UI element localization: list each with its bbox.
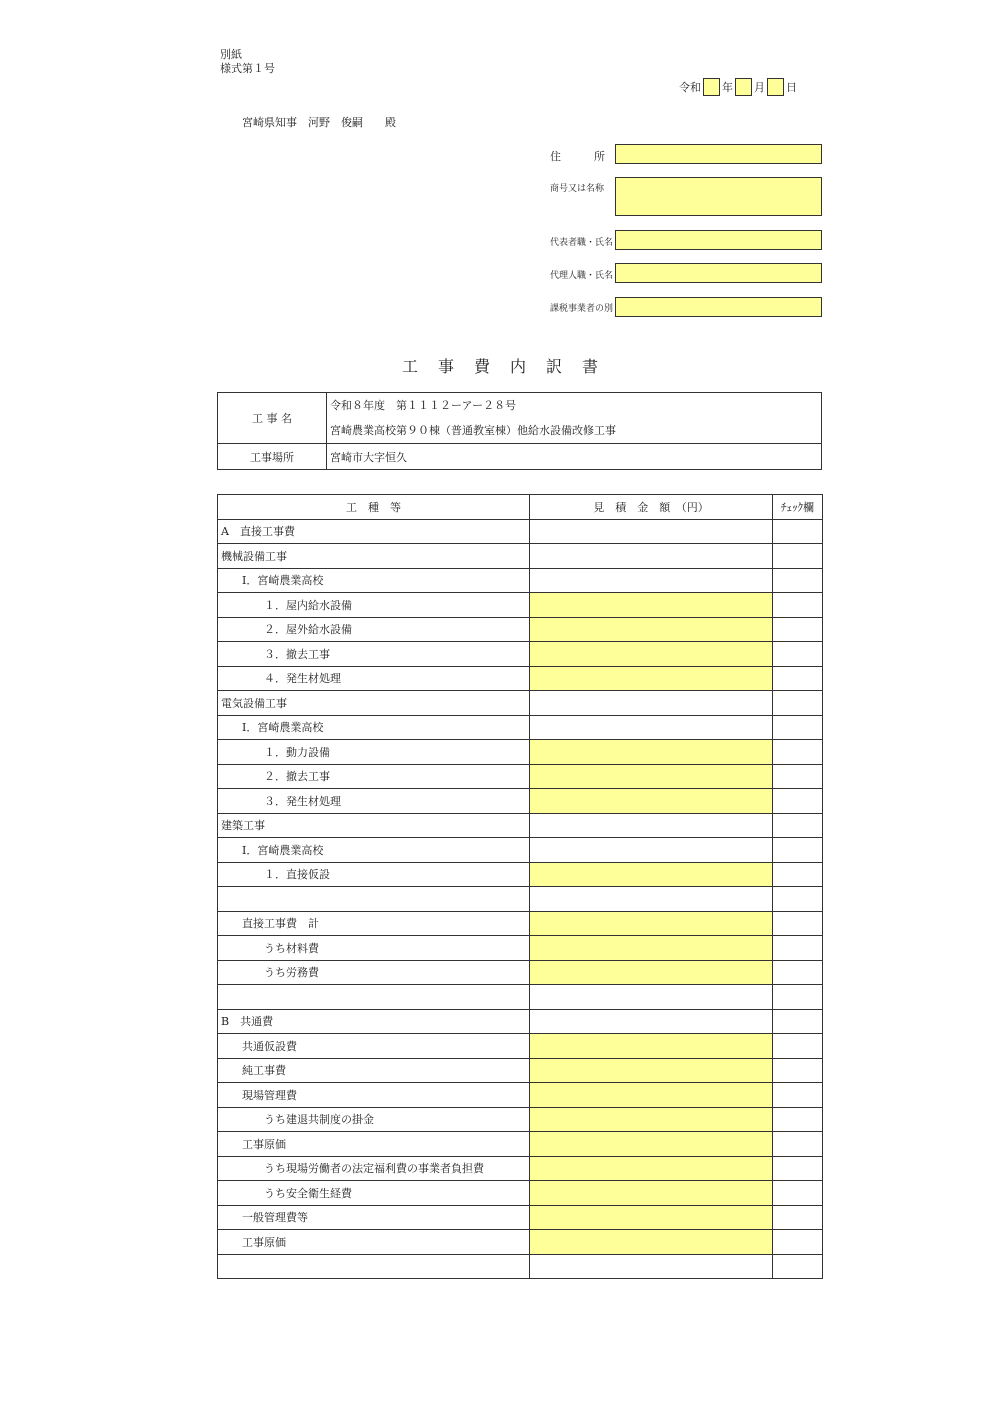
check-cell (773, 1254, 823, 1279)
year-label: 年 (722, 81, 733, 94)
check-cell (773, 1156, 823, 1181)
work-type-cell: 純工事費 (218, 1058, 530, 1083)
representative-input[interactable] (615, 230, 822, 250)
amount-input[interactable] (530, 764, 773, 789)
work-type-cell: うち現場労働者の法定福利費の事業者負担費 (218, 1156, 530, 1181)
header-amount: 見 積 金 額 （円） (530, 495, 773, 520)
check-cell (773, 617, 823, 642)
work-type-cell: 一般管理費等 (218, 1205, 530, 1230)
amount-input[interactable] (530, 1058, 773, 1083)
check-cell (773, 936, 823, 961)
check-cell (773, 1181, 823, 1206)
amount-input (530, 813, 773, 838)
project-name-cell (327, 393, 822, 444)
work-type-cell: 機械設備工事 (218, 544, 530, 569)
work-type-cell: ３．撤去工事 (218, 642, 530, 667)
amount-input[interactable] (530, 642, 773, 667)
check-cell (773, 911, 823, 936)
work-type-cell: うち建退共制度の掛金 (218, 1107, 530, 1132)
table-row (218, 1132, 823, 1157)
check-cell (773, 1083, 823, 1108)
table-row (218, 715, 823, 740)
table-row (218, 862, 823, 887)
table-row (218, 691, 823, 716)
work-type-cell: 共通仮設費 (218, 1034, 530, 1059)
breakdown-table (217, 494, 823, 1279)
check-cell (773, 1009, 823, 1034)
check-cell (773, 1058, 823, 1083)
representative-label: 代表者職・氏名 (550, 238, 614, 248)
work-type-cell: １．直接仮設 (218, 862, 530, 887)
work-type-cell (218, 985, 530, 1010)
year-input[interactable] (703, 78, 720, 96)
work-type-cell: Ⅰ．宮崎農業高校 (218, 838, 530, 863)
amount-input (530, 715, 773, 740)
table-row (218, 617, 823, 642)
work-type-cell: Ⅰ．宮崎農業高校 (218, 568, 530, 593)
check-cell (773, 985, 823, 1010)
amount-input[interactable] (530, 789, 773, 814)
table-row (218, 519, 823, 544)
agent-input[interactable] (615, 263, 822, 283)
table-row (218, 740, 823, 765)
check-cell (773, 666, 823, 691)
work-type-cell: うち材料費 (218, 936, 530, 961)
work-type-cell: 工事原価 (218, 1230, 530, 1255)
amount-input (530, 1009, 773, 1034)
attachment-label: 別紙 (220, 48, 242, 61)
amount-input[interactable] (530, 593, 773, 618)
check-cell (773, 740, 823, 765)
amount-input[interactable] (530, 936, 773, 961)
check-cell (773, 1230, 823, 1255)
work-type-cell: うち労務費 (218, 960, 530, 985)
header-check: ﾁｪｯｸ欄 (773, 495, 823, 520)
table-row (218, 1230, 823, 1255)
addressee: 宮崎県知事 河野 俊嗣 殿 (242, 116, 396, 129)
table-row (218, 1205, 823, 1230)
table-row (218, 666, 823, 691)
check-cell (773, 519, 823, 544)
work-type-cell: B 共通費 (218, 1009, 530, 1034)
check-cell (773, 1205, 823, 1230)
amount-input[interactable] (530, 911, 773, 936)
table-row (218, 813, 823, 838)
check-cell (773, 789, 823, 814)
check-cell (773, 642, 823, 667)
check-cell (773, 764, 823, 789)
amount-input[interactable] (530, 666, 773, 691)
amount-input (530, 985, 773, 1010)
table-row (218, 789, 823, 814)
work-type-cell: 工事原価 (218, 1132, 530, 1157)
amount-input (530, 519, 773, 544)
amount-input (530, 887, 773, 912)
amount-input[interactable] (530, 1132, 773, 1157)
amount-input (530, 1254, 773, 1279)
company-name-label: 商号又は名称 (550, 184, 605, 194)
table-row (218, 593, 823, 618)
table-row (218, 838, 823, 863)
project-place: 宮崎市大字恒久 (327, 444, 822, 470)
day-label: 日 (786, 81, 797, 94)
table-row (218, 764, 823, 789)
amount-input (530, 568, 773, 593)
check-cell (773, 593, 823, 618)
amount-input (530, 544, 773, 569)
work-type-cell: うち安全衛生経費 (218, 1181, 530, 1206)
check-cell (773, 1034, 823, 1059)
work-type-cell: ３．発生材処理 (218, 789, 530, 814)
work-type-cell: １．屋内給水設備 (218, 593, 530, 618)
table-row (218, 544, 823, 569)
form-number-label: 様式第１号 (220, 62, 275, 75)
table-row (218, 1083, 823, 1108)
amount-input[interactable] (530, 1034, 773, 1059)
table-row (218, 568, 823, 593)
table-row (218, 1254, 823, 1279)
era-label: 令和 (679, 81, 701, 94)
table-row (218, 1009, 823, 1034)
amount-input[interactable] (530, 740, 773, 765)
amount-input (530, 838, 773, 863)
work-type-cell: 電気設備工事 (218, 691, 530, 716)
check-cell (773, 715, 823, 740)
work-type-cell (218, 887, 530, 912)
check-cell (773, 838, 823, 863)
day-input[interactable] (767, 78, 784, 96)
table-row (218, 960, 823, 985)
check-cell (773, 544, 823, 569)
amount-input[interactable] (530, 1156, 773, 1181)
amount-input[interactable] (530, 1083, 773, 1108)
table-row (218, 1181, 823, 1206)
project-name-line1: 令和８年度 第１１１２ーアー２８号 (330, 399, 517, 412)
amount-input (530, 691, 773, 716)
amount-input[interactable] (530, 1230, 773, 1255)
table-row (218, 1156, 823, 1181)
table-row (218, 911, 823, 936)
check-cell (773, 960, 823, 985)
check-cell (773, 813, 823, 838)
check-cell (773, 887, 823, 912)
date-row (678, 77, 798, 97)
work-type-cell: ２．撤去工事 (218, 764, 530, 789)
check-cell (773, 691, 823, 716)
month-label: 月 (754, 81, 765, 94)
table-row (218, 985, 823, 1010)
header-work-type: 工 種 等 (218, 495, 530, 520)
work-type-cell: ２．屋外給水設備 (218, 617, 530, 642)
agent-label: 代理人職・氏名 (550, 271, 614, 281)
table-row (218, 642, 823, 667)
work-type-cell: 直接工事費 計 (218, 911, 530, 936)
amount-input[interactable] (530, 862, 773, 887)
work-type-cell: ４．発生材処理 (218, 666, 530, 691)
work-type-cell: 建築工事 (218, 813, 530, 838)
work-type-cell: 現場管理費 (218, 1083, 530, 1108)
project-name-label: 工 事 名 (218, 393, 327, 444)
work-type-cell: １．動力設備 (218, 740, 530, 765)
address-input[interactable] (615, 144, 822, 164)
amount-input[interactable] (530, 1107, 773, 1132)
amount-input[interactable] (530, 1205, 773, 1230)
amount-input[interactable] (530, 1181, 773, 1206)
tax-status-input[interactable] (615, 297, 822, 317)
amount-input[interactable] (530, 617, 773, 642)
table-row (218, 1058, 823, 1083)
company-name-input[interactable] (615, 177, 822, 216)
tax-status-label: 課税事業者の別 (550, 304, 614, 314)
work-type-cell: A 直接工事費 (218, 519, 530, 544)
work-type-cell (218, 1254, 530, 1279)
table-row (218, 1107, 823, 1132)
check-cell (773, 862, 823, 887)
page-title: 工事費内訳書 (401, 357, 618, 376)
project-place-label: 工事場所 (218, 444, 327, 470)
work-type-cell: Ⅰ．宮崎農業高校 (218, 715, 530, 740)
check-cell (773, 1107, 823, 1132)
check-cell (773, 1132, 823, 1157)
month-input[interactable] (735, 78, 752, 96)
check-cell (773, 568, 823, 593)
table-row (218, 1034, 823, 1059)
table-row (218, 936, 823, 961)
project-name-line2: 宮崎農業高校第９０棟（普通教室棟）他給水設備改修工事 (330, 424, 616, 437)
address-label: 住 所 (550, 150, 605, 163)
project-info-table (217, 392, 822, 470)
table-row (218, 887, 823, 912)
amount-input[interactable] (530, 960, 773, 985)
